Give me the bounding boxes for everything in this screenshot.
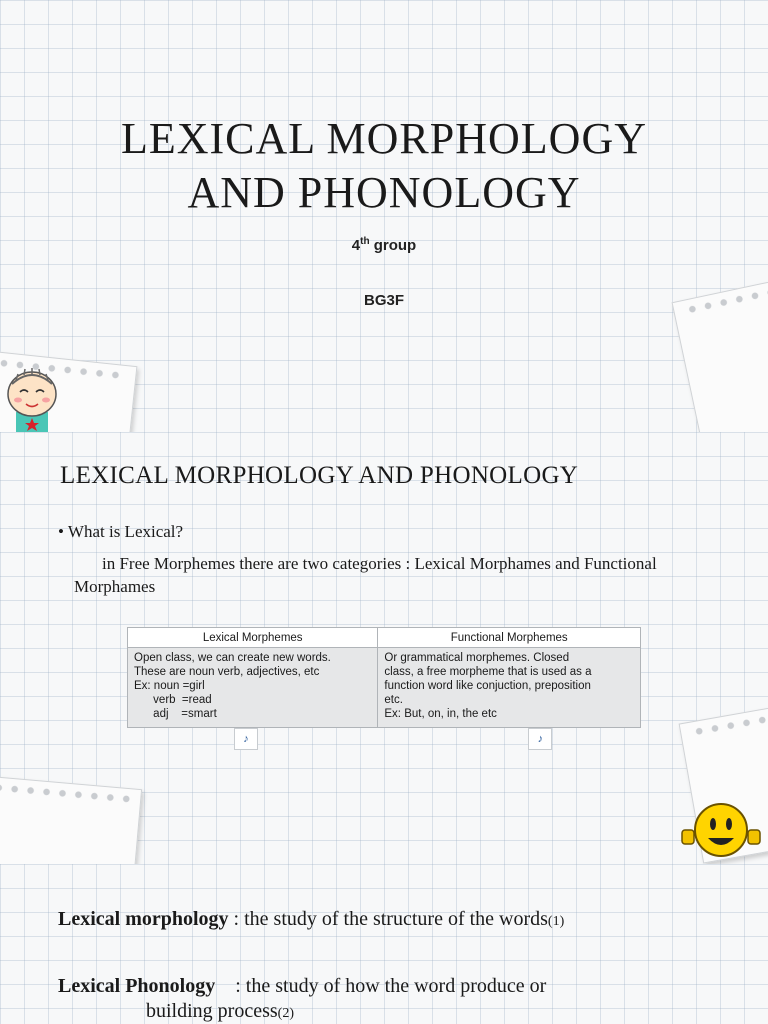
slide-heading: LEXICAL MORPHOLOGY AND PHONOLOGY bbox=[60, 462, 579, 489]
title-line-2: AND PHONOLOGY bbox=[187, 168, 581, 217]
cell-line: Ex: noun =girl bbox=[134, 680, 205, 692]
paper-rings bbox=[690, 709, 768, 739]
bullet-item: • What is Lexical? bbox=[58, 522, 184, 541]
definition-text: : the study of the structure of the words bbox=[228, 908, 548, 930]
group-superscript: th bbox=[360, 236, 370, 247]
audio-clip-icon[interactable]: ♪ bbox=[234, 728, 258, 750]
cell-line: Open class, we can create new words. bbox=[134, 652, 331, 664]
cell-line: function word like conjuction, preposition bbox=[384, 680, 591, 692]
cell-line: etc. bbox=[384, 694, 403, 706]
group-label bbox=[0, 236, 768, 254]
definition-term: Lexical Phonology bbox=[58, 975, 216, 997]
bullet-text: What is Lexical? bbox=[67, 522, 184, 541]
paragraph: in Free Morphemes there are two categories : Lexical Morphames and Functional Morphames bbox=[74, 554, 657, 596]
table-header-row bbox=[128, 628, 641, 648]
header-functional: Functional Morphemes bbox=[378, 628, 641, 648]
group-number: 4 bbox=[351, 237, 361, 254]
cell-line: Or grammatical morphemes. Closed bbox=[384, 652, 570, 664]
cell-functional bbox=[378, 648, 641, 745]
notebook-paper-decoration bbox=[672, 277, 768, 432]
paper-rings bbox=[0, 781, 133, 805]
morphemes-table bbox=[127, 627, 641, 745]
definition-phonology bbox=[58, 974, 678, 1024]
group-word: group bbox=[373, 237, 417, 254]
title-slide bbox=[0, 0, 768, 432]
paper-rings bbox=[683, 284, 768, 317]
cell-lexical bbox=[128, 648, 378, 745]
slide-title bbox=[0, 112, 768, 220]
content-slide bbox=[0, 432, 768, 864]
cell-line: verb =read bbox=[134, 694, 212, 706]
cartoon-face-icon bbox=[4, 366, 60, 432]
cell-line: These are noun verb, adjectives, etc bbox=[134, 666, 320, 678]
audio-clip-icon[interactable]: ♪ bbox=[528, 728, 552, 750]
reference-number: (1) bbox=[547, 914, 565, 929]
cell-line: class, a free morpheme that is used as a bbox=[384, 666, 592, 678]
definition-text-continued: building process bbox=[146, 1000, 278, 1022]
class-label: BG3F bbox=[363, 292, 404, 309]
definition-morphology bbox=[58, 908, 564, 931]
title-line-1: LEXICAL MORPHOLOGY bbox=[120, 114, 648, 163]
reference-number: (2) bbox=[277, 1006, 294, 1021]
header-lexical: Lexical Morphemes bbox=[128, 628, 378, 648]
definition-term: Lexical morphology bbox=[58, 908, 229, 930]
definition-text: : the study of how the word produce or bbox=[215, 975, 547, 997]
definitions-slide bbox=[0, 864, 768, 1024]
table-row bbox=[128, 648, 641, 728]
notebook-paper-decoration bbox=[0, 775, 142, 864]
smiley-icon bbox=[680, 800, 762, 860]
cell-line: adj =smart bbox=[134, 708, 217, 720]
cell-line: Ex: But, on, in, the etc bbox=[384, 708, 497, 720]
